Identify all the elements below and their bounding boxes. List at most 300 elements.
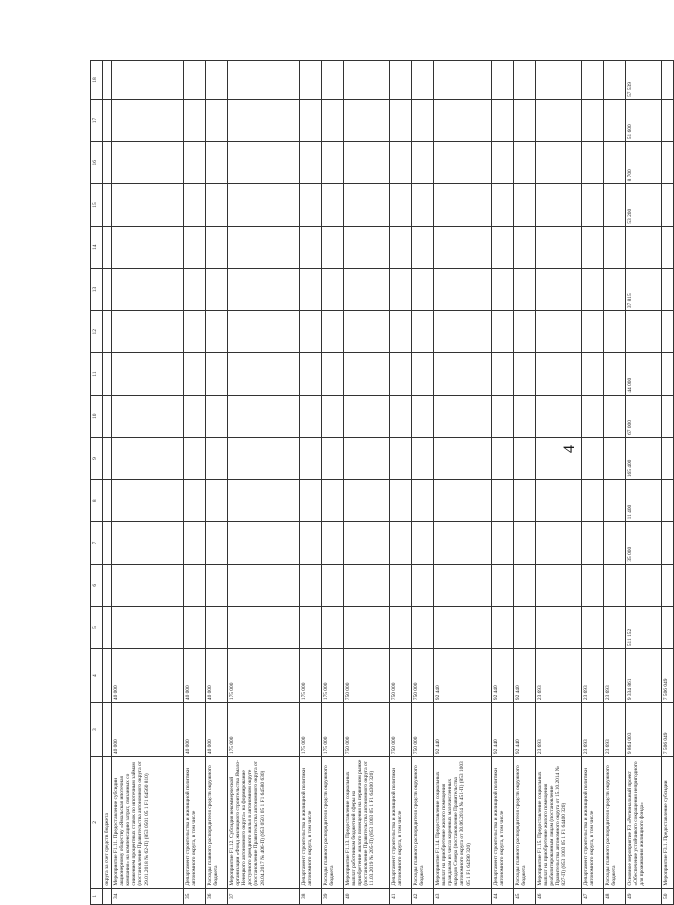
column-header: 6 (91, 564, 103, 606)
amount-cell (582, 437, 604, 479)
amount-cell (322, 395, 344, 437)
amount-cell (112, 480, 184, 522)
amount-cell (184, 184, 206, 226)
amount-cell (662, 395, 674, 437)
amount-cell (322, 61, 344, 100)
amount-cell (112, 226, 184, 268)
amount-cell (206, 353, 228, 395)
amount-cell (103, 480, 112, 522)
amount-cell (514, 99, 536, 141)
amount-cell (412, 99, 434, 141)
amount-cell: 175 000 (228, 703, 300, 757)
amount-cell (344, 522, 390, 564)
amount-cell (390, 184, 412, 226)
amount-cell (206, 61, 228, 100)
amount-cell (582, 606, 604, 648)
amount-cell (412, 226, 434, 268)
column-header: 14 (91, 226, 103, 268)
description-cell: Расходы главного распорядителя средств окружного бюджета (322, 757, 344, 888)
amount-cell (390, 268, 412, 310)
amount-cell: 44 000 (626, 353, 662, 395)
header-row (91, 61, 103, 905)
amount-cell (206, 311, 228, 353)
amount-cell (434, 99, 492, 141)
page-number: 4 (561, 445, 578, 453)
amount-cell (103, 142, 112, 184)
amount-cell (300, 606, 322, 648)
amount-cell (206, 522, 228, 564)
amount-cell (582, 522, 604, 564)
amount-cell (492, 437, 514, 479)
amount-cell (514, 311, 536, 353)
amount-cell: 175 000 (228, 649, 300, 703)
row-number-cell: 37 (228, 888, 300, 904)
row-number-cell: 49 (626, 888, 662, 904)
amount-cell (604, 311, 626, 353)
amount-cell (412, 564, 434, 606)
amount-cell (112, 564, 184, 606)
amount-cell (604, 522, 626, 564)
amount-cell (322, 353, 344, 395)
amount-cell (604, 353, 626, 395)
amount-cell (662, 564, 674, 606)
amount-cell (184, 437, 206, 479)
amount-cell (662, 606, 674, 648)
amount-cell (536, 268, 582, 310)
amount-cell (112, 184, 184, 226)
amount-cell (103, 703, 112, 757)
amount-cell (626, 311, 662, 353)
amount-cell (492, 606, 514, 648)
row-number-cell: 45 (514, 888, 536, 904)
column-header: 16 (91, 142, 103, 184)
amount-cell (662, 142, 674, 184)
amount-cell (390, 522, 412, 564)
row-number-cell: 43 (434, 888, 492, 904)
amount-cell (228, 226, 300, 268)
amount-cell: 40 000 (206, 703, 228, 757)
amount-cell (390, 606, 412, 648)
amount-cell (582, 564, 604, 606)
amount-cell: 92 440 (514, 703, 536, 757)
column-header: 11 (91, 353, 103, 395)
amount-cell (103, 437, 112, 479)
amount-cell (184, 226, 206, 268)
amount-cell (103, 353, 112, 395)
amount-cell (492, 226, 514, 268)
amount-cell: 7 506 049 (662, 703, 674, 757)
table-row (412, 61, 434, 905)
amount-cell (103, 99, 112, 141)
amount-cell (344, 142, 390, 184)
amount-cell (536, 184, 582, 226)
amount-cell (536, 437, 582, 479)
amount-cell (412, 184, 434, 226)
amount-cell: 8 700 (626, 142, 662, 184)
amount-cell (492, 353, 514, 395)
amount-cell (582, 353, 604, 395)
column-header: 3 (91, 703, 103, 757)
amount-cell (300, 353, 322, 395)
row-number-cell: 35 (184, 888, 206, 904)
table-row (434, 61, 492, 905)
amount-cell (300, 61, 322, 100)
amount-cell (206, 268, 228, 310)
amount-cell (662, 437, 674, 479)
amount-cell (228, 61, 300, 100)
column-header: 10 (91, 395, 103, 437)
amount-cell (103, 311, 112, 353)
amount-cell (112, 61, 184, 100)
amount-cell (514, 480, 536, 522)
amount-cell (582, 268, 604, 310)
amount-cell (536, 61, 582, 100)
amount-cell: 750 000 (412, 703, 434, 757)
amount-cell: 92 440 (514, 649, 536, 703)
amount-cell (412, 395, 434, 437)
amount-cell (228, 480, 300, 522)
amount-cell: 40 000 (206, 649, 228, 703)
table-row (112, 61, 184, 905)
amount-cell (322, 311, 344, 353)
amount-cell (434, 184, 492, 226)
amount-cell (434, 61, 492, 100)
amount-cell (206, 142, 228, 184)
column-header: 17 (91, 99, 103, 141)
amount-cell (344, 606, 390, 648)
amount-cell (390, 99, 412, 141)
amount-cell (344, 184, 390, 226)
table-row (492, 61, 514, 905)
amount-cell (412, 142, 434, 184)
amount-cell (206, 437, 228, 479)
amount-cell (492, 99, 514, 141)
row-number-cell: 34 (112, 888, 184, 904)
amount-cell (662, 353, 674, 395)
amount-cell (184, 480, 206, 522)
amount-cell (434, 606, 492, 648)
amount-cell (112, 606, 184, 648)
amount-cell: 92 440 (434, 703, 492, 757)
column-header: 15 (91, 184, 103, 226)
amount-cell (434, 311, 492, 353)
amount-cell (492, 564, 514, 606)
table-row (103, 61, 112, 905)
column-header: 2 (91, 757, 103, 888)
description-cell: Мероприятие F1.14. Предоставление социальных выплат на приобретение жилого помещения гражданам из числа коренных малочисленных народов Севера (постановление Правительства автономного округа от 30.06.2014 № 451-П) (853 1003 05 1 F1 64390 320) (434, 757, 492, 888)
column-header: 9 (91, 437, 103, 479)
amount-cell (184, 311, 206, 353)
amount-cell (228, 268, 300, 310)
amount-cell (536, 226, 582, 268)
amount-cell (228, 606, 300, 648)
row-number-cell: 48 (604, 888, 626, 904)
amount-cell (103, 564, 112, 606)
amount-cell (322, 142, 344, 184)
description-cell: Мероприятие F1.13. Предоставление социальных выплат работникам бюджетной сферы на приобретение жилого помещения на первичном рынке (постановление Правительства автономного округа от 11.03.2019 № 205-П) (853 1003 05 1 F1 64300 320) (344, 757, 390, 888)
amount-cell (228, 395, 300, 437)
amount-cell (344, 226, 390, 268)
amount-cell: 92 440 (492, 649, 514, 703)
amount-cell (300, 564, 322, 606)
amount-cell (184, 268, 206, 310)
amount-cell (103, 649, 112, 703)
amount-cell: 23 693 (604, 649, 626, 703)
table-row (536, 61, 582, 905)
column-header: 8 (91, 480, 103, 522)
amount-cell (228, 353, 300, 395)
description-cell: Основное мероприятие F3 «Региональный проект «Обеспечение устойчивого сокращения непригодного для проживания жилищного фонда» (626, 757, 662, 888)
column-header: 7 (91, 522, 103, 564)
description-cell: Мероприятие F1.12. Субсидия некоммерческой организации «Фонд жилищного строительства Ямало-Ненецкого автономного округа» на формирование доступного арендного жилья в автономном округе (постановление Правительства автономного округа от 28.04.2017 № 406-П) (853 0501 05 1 F1 64580 630) (228, 757, 300, 888)
amount-cell (390, 226, 412, 268)
amount-cell (390, 353, 412, 395)
amount-cell (434, 353, 492, 395)
table-row (206, 61, 228, 905)
amount-cell: 511 152 (626, 606, 662, 648)
amount-cell (412, 353, 434, 395)
amount-cell (103, 184, 112, 226)
amount-cell (322, 268, 344, 310)
amount-cell (582, 184, 604, 226)
amount-cell: 750 000 (344, 703, 390, 757)
amount-cell (300, 142, 322, 184)
amount-cell (434, 564, 492, 606)
amount-cell (434, 268, 492, 310)
amount-cell: 23 693 (604, 703, 626, 757)
amount-cell (604, 606, 626, 648)
amount-cell (536, 522, 582, 564)
amount-cell (322, 606, 344, 648)
amount-cell (112, 311, 184, 353)
amount-cell (412, 480, 434, 522)
amount-cell (206, 226, 228, 268)
amount-cell (112, 395, 184, 437)
amount-cell (322, 480, 344, 522)
amount-cell: 175 000 (300, 649, 322, 703)
amount-cell (514, 61, 536, 100)
amount-cell (514, 353, 536, 395)
amount-cell (492, 311, 514, 353)
amount-cell (604, 184, 626, 226)
amount-cell: 11 400 (626, 480, 662, 522)
amount-cell (434, 437, 492, 479)
table-row (662, 61, 674, 905)
amount-cell (514, 437, 536, 479)
table-row (582, 61, 604, 905)
amount-cell (103, 61, 112, 100)
amount-cell (103, 268, 112, 310)
amount-cell (344, 480, 390, 522)
amount-cell: 37 815 (626, 268, 662, 310)
amount-cell (206, 184, 228, 226)
row-number-cell: 36 (206, 888, 228, 904)
amount-cell (112, 268, 184, 310)
amount-cell (390, 564, 412, 606)
amount-cell (514, 606, 536, 648)
amount-cell (344, 564, 390, 606)
amount-cell: 40 000 (184, 649, 206, 703)
amount-cell (184, 564, 206, 606)
amount-cell (322, 184, 344, 226)
description-cell: Департамент строительства и жилищной политики автономного округа, в том числе (492, 757, 514, 888)
amount-cell (184, 142, 206, 184)
amount-cell (322, 522, 344, 564)
amount-cell (582, 61, 604, 100)
description-cell: Расходы главного распорядителя средств окружного бюджета (604, 757, 626, 888)
row-number-cell: 47 (582, 888, 604, 904)
row-number-cell: 39 (322, 888, 344, 904)
amount-cell: 9 334 861 (626, 649, 662, 703)
amount-cell (492, 480, 514, 522)
amount-cell (412, 268, 434, 310)
amount-cell (412, 606, 434, 648)
amount-cell (604, 395, 626, 437)
description-cell: Департамент строительства и жилищной политики автономного округа, в том числе (184, 757, 206, 888)
amount-cell (412, 437, 434, 479)
amount-cell (228, 564, 300, 606)
amount-cell: 750 000 (390, 703, 412, 757)
table-row (300, 61, 322, 905)
description-cell: Департамент строительства и жилищной политики автономного округа, в том числе (390, 757, 412, 888)
amount-cell (514, 395, 536, 437)
amount-cell (434, 395, 492, 437)
description-cell: Мероприятие F1.11. Предоставление субсидии акционерному обществу «Ямальская ипотечная компания» на компенсацию затрат, связанных со снижением процентных ставок по ипотечным займам (постановление Правительства автономного округа от 29.01.2018 № 62-П) (853 0501 05 1 F1 64560 810) (112, 757, 184, 888)
amount-cell (604, 437, 626, 479)
amount-cell (184, 395, 206, 437)
amount-cell: 51 600 (626, 99, 662, 141)
amount-cell (582, 142, 604, 184)
table-row (390, 61, 412, 905)
amount-cell (514, 226, 536, 268)
table-row (344, 61, 390, 905)
column-header: 1 (91, 888, 103, 904)
amount-cell (344, 311, 390, 353)
amount-cell (412, 61, 434, 100)
description-cell: Департамент строительства и жилищной политики автономного округа, в том числе (300, 757, 322, 888)
amount-cell: 57 539 (626, 61, 662, 100)
amount-cell: 35 000 (626, 522, 662, 564)
amount-cell (390, 311, 412, 353)
amount-cell: 67 000 (626, 395, 662, 437)
amount-cell (604, 142, 626, 184)
amount-cell (344, 395, 390, 437)
amount-cell (344, 61, 390, 100)
amount-cell (434, 142, 492, 184)
amount-cell (626, 564, 662, 606)
column-header: 18 (91, 61, 103, 100)
amount-cell (184, 606, 206, 648)
amount-cell (322, 226, 344, 268)
amount-cell (662, 480, 674, 522)
table-row (514, 61, 536, 905)
column-header: 4 (91, 649, 103, 703)
amount-cell: 92 440 (434, 649, 492, 703)
amount-cell (604, 99, 626, 141)
amount-cell (536, 606, 582, 648)
description-cell: Мероприятие F3.1. Предоставление субсидии (662, 757, 674, 888)
amount-cell (662, 61, 674, 100)
amount-cell: 175 000 (322, 703, 344, 757)
amount-cell (536, 564, 582, 606)
table-body (103, 61, 674, 905)
amount-cell (206, 606, 228, 648)
amount-cell: 23 693 (536, 703, 582, 757)
table-row (322, 61, 344, 905)
amount-cell (390, 142, 412, 184)
amount-cell (514, 268, 536, 310)
amount-cell (184, 353, 206, 395)
amount-cell: 9 864 003 (626, 703, 662, 757)
amount-cell (434, 480, 492, 522)
amount-cell (604, 564, 626, 606)
amount-cell: 40 000 (112, 649, 184, 703)
amount-cell (604, 480, 626, 522)
amount-cell (604, 268, 626, 310)
description-cell: Расходы главного распорядителя средств окружного бюджета (514, 757, 536, 888)
amount-cell (206, 564, 228, 606)
amount-cell (390, 480, 412, 522)
budget-table (90, 60, 674, 905)
amount-cell (228, 311, 300, 353)
amount-cell (390, 437, 412, 479)
amount-cell (103, 395, 112, 437)
amount-cell (536, 353, 582, 395)
amount-cell (103, 226, 112, 268)
amount-cell (492, 522, 514, 564)
amount-cell (300, 522, 322, 564)
amount-cell: 175 000 (322, 649, 344, 703)
column-header: 12 (91, 311, 103, 353)
row-number-cell: 50 (662, 888, 674, 904)
amount-cell (344, 99, 390, 141)
amount-cell: 23 693 (582, 649, 604, 703)
row-number-cell: 38 (300, 888, 322, 904)
amount-cell (492, 268, 514, 310)
amount-cell (536, 311, 582, 353)
amount-cell (582, 395, 604, 437)
amount-cell (662, 522, 674, 564)
amount-cell (322, 564, 344, 606)
row-number-cell (103, 888, 112, 904)
amount-cell (344, 353, 390, 395)
amount-cell (300, 268, 322, 310)
description-cell: Департамент строительства и жилищной политики автономного округа, в том числе (582, 757, 604, 888)
amount-cell (536, 142, 582, 184)
amount-cell (300, 480, 322, 522)
amount-cell (300, 184, 322, 226)
description-cell: Мероприятие F1.15. Предоставление социальных выплат на приобретение жилого помещения реабилитированным лицам (постановление Правительства автономного округа от 15.10.2014 № 827-П) (853 1003 05 1 F1 64400 320) (536, 757, 582, 888)
amount-cell (344, 268, 390, 310)
amount-cell (536, 99, 582, 141)
amount-cell: 7 506 049 (662, 649, 674, 703)
amount-cell (228, 184, 300, 226)
amount-cell (390, 395, 412, 437)
amount-cell (492, 184, 514, 226)
amount-cell (112, 99, 184, 141)
row-number-cell: 44 (492, 888, 514, 904)
description-cell: округа за счет средств бюджета (103, 757, 112, 888)
amount-cell (662, 184, 674, 226)
amount-cell (112, 437, 184, 479)
amount-cell (206, 480, 228, 522)
amount-cell (412, 522, 434, 564)
amount-cell (514, 142, 536, 184)
amount-cell (300, 99, 322, 141)
row-number-cell: 40 (344, 888, 390, 904)
column-header: 13 (91, 268, 103, 310)
amount-cell: 40 000 (184, 703, 206, 757)
